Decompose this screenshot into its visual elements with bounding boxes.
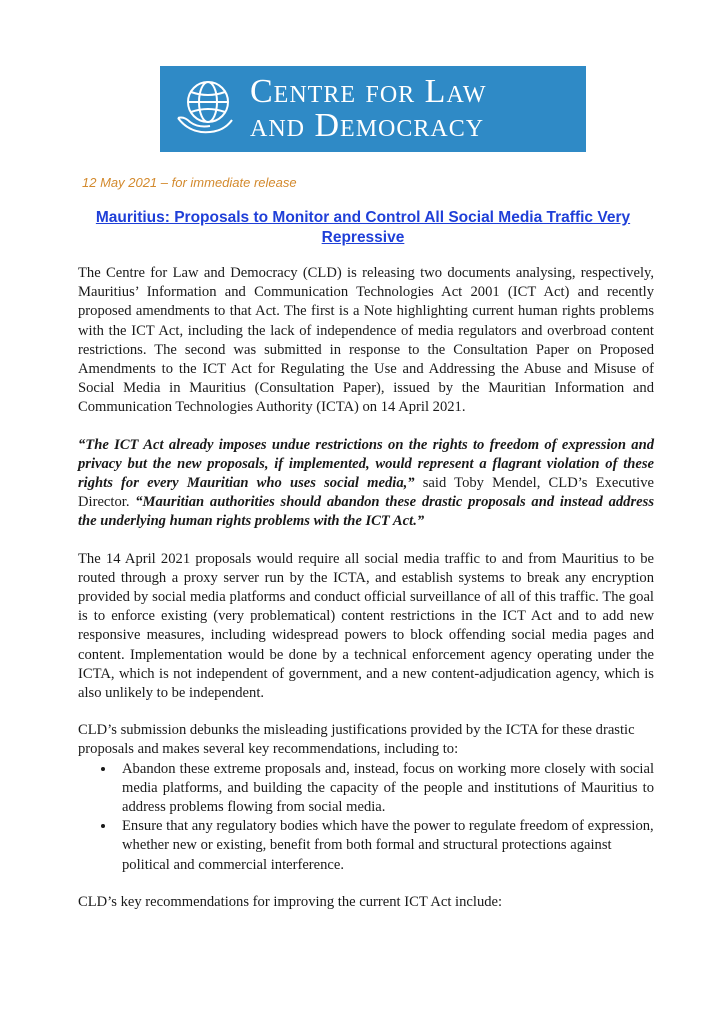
ict-act-recommendations-intro: CLD’s key recommendations for improving the current ICT Act include:: [78, 893, 503, 910]
list-item: • Ensure that any regulatory bodies which have the power to regulate freedom of expression, whether new or existing, benefit from both formal and structural protections against political and commercial interference.: [116, 817, 654, 875]
headline-link[interactable]: Mauritius: Proposals to Monitor and Control All Social Media Traffic Very Repressive: [95, 209, 631, 246]
list-item: • Abandon these extreme proposals and, instead, focus on working more closely with social media platforms, and building the capacity of the people and institutions of Mauritius to address problems flowing from social media.: [116, 760, 654, 818]
press-release-body: [78, 264, 654, 930]
proposals-paragraph: The 14 April 2021 proposals would require all social media traffic to and from Mauritius to be routed through a proxy server run by the ICTA, and establish systems to break any encryption provided by social media platforms and conduct official surveillance of all of this traffic. The goal is to enforce existing (very problematical) content restrictions in the ICT Act and to add new responsive measures, including widespread powers to block offending social media pages and content. Implementation would be done by a technical enforcement agency operating under the ICTA, which is not independent of government, and a new content-adjudication agency, which is also unlikely to be independent.: [78, 550, 654, 702]
quote-paragraph: [78, 436, 654, 532]
quote-part-2: “Mauritian authorities should abandon these drastic proposals and instead address the underlying human rights problems with the ICT Act.”: [78, 494, 654, 530]
logo-wordmark: [250, 75, 487, 143]
quote-part-1: “The ICT Act already imposes undue restrictions on the rights to freedom of expression and privacy but the new proposals, if implemented, would represent a flagrant violation of these rights for every Mauritian who uses social media,”: [78, 436, 654, 492]
intro-paragraph: The Centre for Law and Democracy (CLD) is releasing two documents analysing, respectively, Mauritius’ Information and Communication Technologies Act 2001 (ICT Act) and recently proposed amendments to that Act. The first is a Note highlighting current human rights problems with the ICT Act, including the lack of independence of media regulators and overbroad content restrictions. The second was submitted in response to the Consultation Paper on Proposed Amendments to the ICT Act for Regulating the Use and Addressing the Abuse and Misuse of Social Media in Mauritius (Consultation Paper), issued by the Mauritian Information and Communication Technologies Authority (ICTA) on 14 April 2021.: [78, 265, 654, 416]
release-date-line: 12 May 2021 – for immediate release: [82, 175, 297, 190]
logo-line-2: and Democracy: [250, 107, 485, 144]
recommendation-list: [78, 760, 654, 875]
quote-attribution: said Toby Mendel, CLD’s Executive Director.: [78, 475, 654, 511]
submission-paragraph: CLD’s submission debunks the misleading justifications provided by the ICTA for these drastic proposals and makes several key recommendations, including to:: [78, 722, 635, 758]
logo-line-1: Centre for Law: [250, 73, 487, 110]
cld-logo: [160, 66, 586, 152]
globe-hand-icon: [160, 66, 250, 152]
